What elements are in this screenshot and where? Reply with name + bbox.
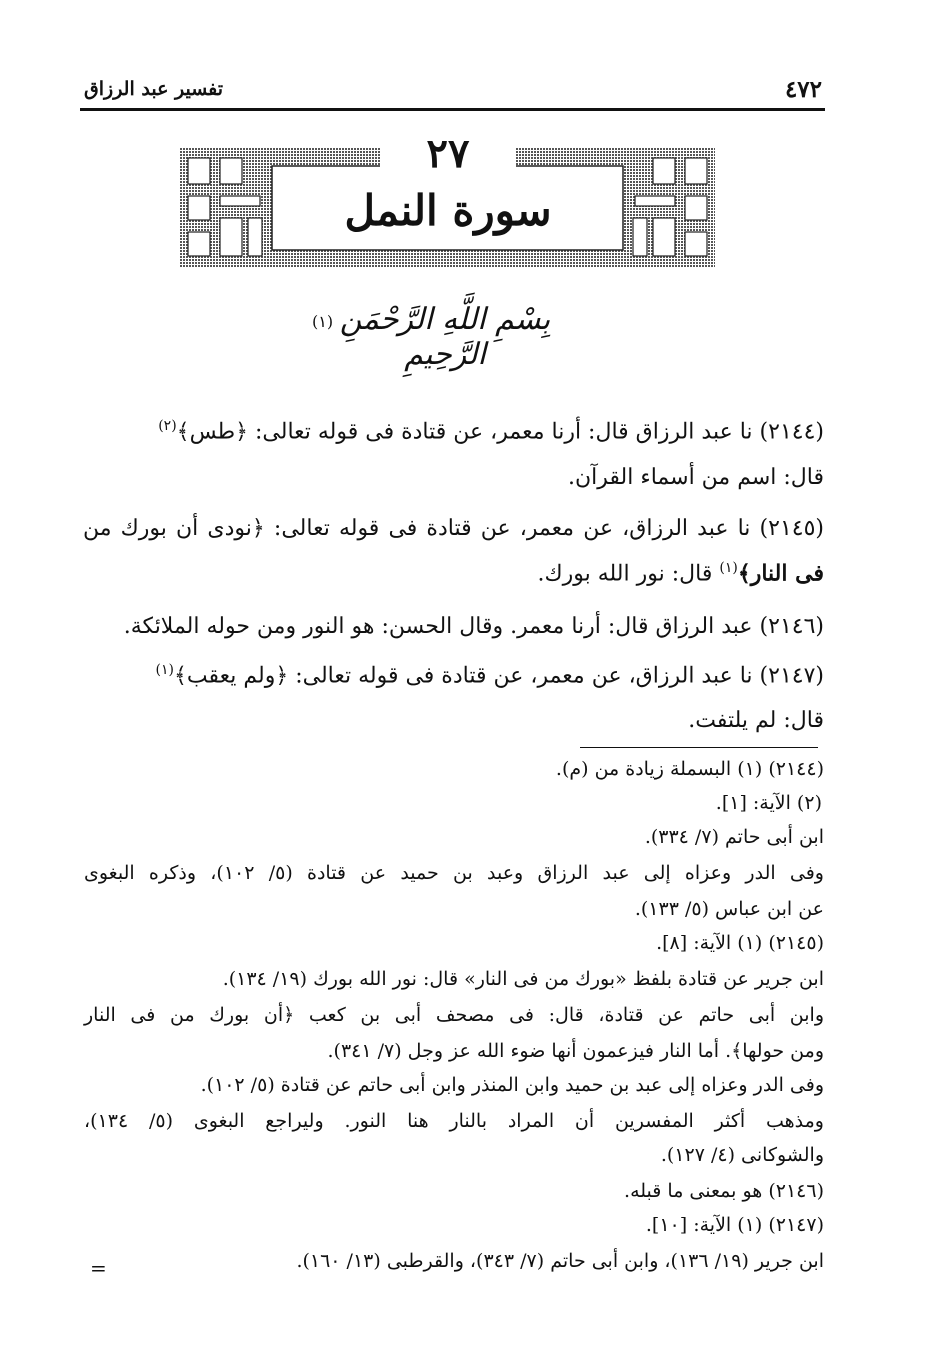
footnote-line: ابن جرير (١٩/ ١٣٦)، وابن أبى حاتم (٧/ ٣٤٣)، والقرطبى (١٣/ ١٦٠). xyxy=(296,1250,824,1272)
basmala-footnote-marker: (١) xyxy=(312,312,334,331)
entry-2144-text: (٢١٤٤) نا عبد الرزاق قال: أرنا معمر، عن قتادة فى قوله تعالى: ﴿طس﴾ xyxy=(176,419,824,445)
footnote-line: (٢١٤٤) (١) البسملة زيادة من (م). xyxy=(555,758,824,780)
footnote-line: ومن حولها﴾. أما النار فيزعمون أنها ضوء الله عز وجل (٧/ ٣٤١). xyxy=(327,1040,824,1062)
entry-2144-line2: قال: اسم من أسماء القرآن. xyxy=(568,465,824,490)
footnote-line: (٢١٤٦) هو بمعنى ما قبله. xyxy=(624,1180,824,1202)
entry-2145-line1: (٢١٤٥) نا عبد الرزاق، عن معمر، عن قتادة فى قوله تعالى: ﴿نودى أن بورك من xyxy=(83,516,824,541)
footnote-line: (٢١٤٥) (١) الآية: [٨]. xyxy=(656,932,824,954)
footnote-line: ابن جرير عن قتادة بلفظ «بورك من فى النار» قال: نور الله بورك (١٩/ ١٣٤). xyxy=(222,968,824,990)
entry-2145-text: قال: نور الله بورك. xyxy=(537,561,720,587)
footnote-line: وابن أبى حاتم عن قتادة، قال: فى مصحف أبى بن كعب ﴿أن بورك من فى النار xyxy=(84,1004,824,1026)
sura-number: ٢٧ xyxy=(380,132,516,176)
footnote-line: والشوكانى (٤/ ١٢٧). xyxy=(660,1144,824,1166)
page-number: ٤٧٢ xyxy=(784,76,822,103)
footnote-marker: (١) xyxy=(155,662,174,678)
basmala: بِسْمِ اللَّهِ الرَّحْمَنِ الرَّحِيمِ xyxy=(339,302,551,372)
entry-2147-line1 xyxy=(156,662,824,688)
footnote-line: (٢١٤٧) (١) الآية: [١٠]. xyxy=(645,1214,824,1236)
footnote-line: ابن أبى حاتم (٧/ ٣٣٤). xyxy=(644,826,824,848)
header-rule xyxy=(80,108,825,111)
entry-2147-text: (٢١٤٧) نا عبد الرزاق، عن معمر، عن قتادة فى قوله تعالى: ﴿ولم يعقب﴾ xyxy=(174,663,824,689)
entry-2146-line1: (٢١٤٦) عبد الرزاق قال: أرنا معمر. وقال الحسن: هو النور ومن حوله الملائكة. xyxy=(123,614,824,639)
continuation-mark: = xyxy=(90,1256,107,1280)
footnote-marker: (٢) xyxy=(158,418,177,434)
sura-title: سورة النمل xyxy=(344,186,552,235)
book-title: تفسير عبد الرزاق xyxy=(84,78,224,100)
footnote-rule xyxy=(580,747,818,748)
footnote-line: ومذهب أكثر المفسرين أن المراد بالنار هنا النور. وليراجع البغوى (٥/ ١٣٤)، xyxy=(84,1110,824,1132)
footnote-line: عن ابن عباس (٥/ ١٣٣). xyxy=(634,898,824,920)
entry-2145-line2 xyxy=(538,560,825,586)
entry-2144-line1 xyxy=(158,418,824,444)
footnote-marker: (١) xyxy=(719,560,738,576)
entry-2145-quote: فى النار﴾ xyxy=(737,560,824,587)
footnote-line: وفى الدر وعزاه إلى عبد بن حميد وابن المنذر وابن أبى حاتم عن قتادة (٥/ ١٠٢). xyxy=(200,1074,824,1096)
footnote-line: (٢) الآية: [١]. xyxy=(715,792,822,814)
footnote-line: وفى الدر وعزاه إلى عبد الرزاق وعبد بن حميد عن قتادة (٥/ ١٠٢)، وذكره البغوى xyxy=(84,862,824,884)
entry-2147-line2: قال: لم يلتفت. xyxy=(688,708,824,733)
